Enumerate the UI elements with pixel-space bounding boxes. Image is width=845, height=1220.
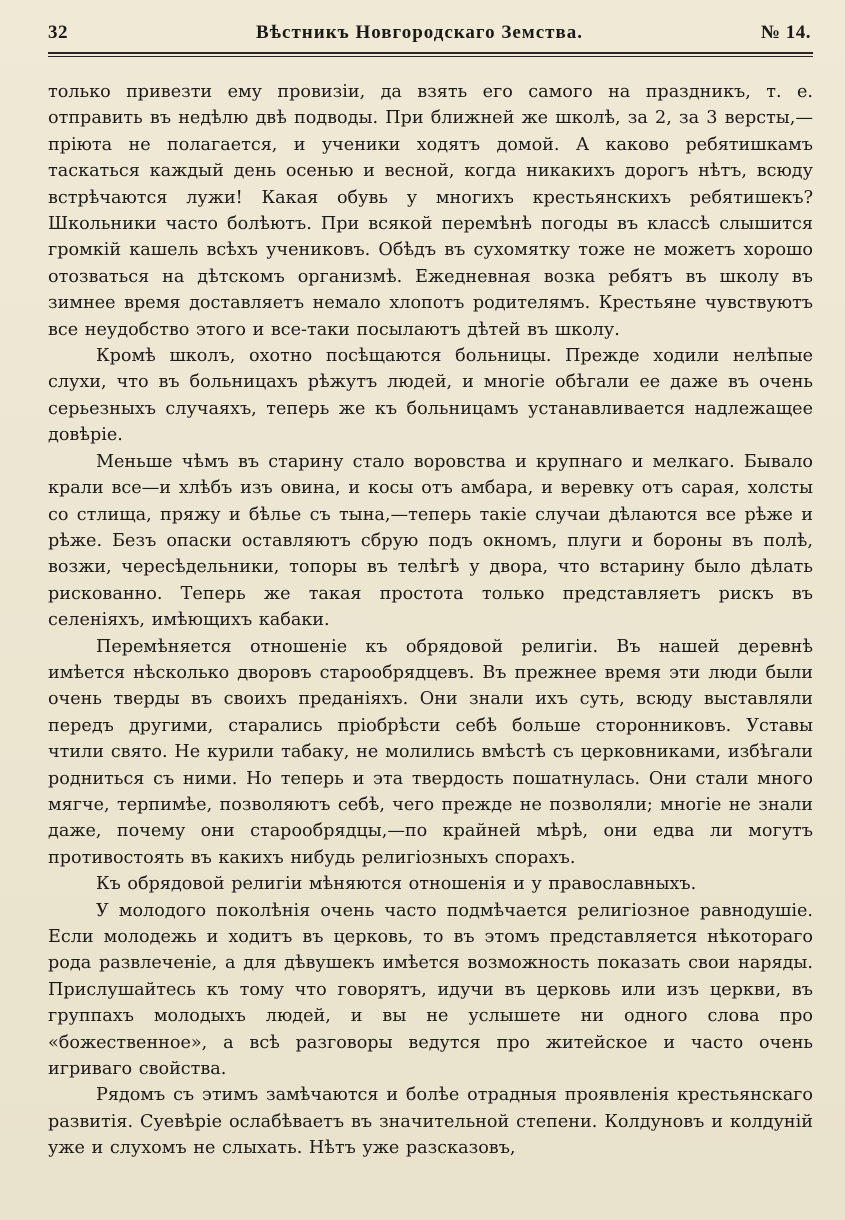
paragraph: Рядомъ съ этимъ замѣчаются и болѣе отрадныя проявленія крестьянскаго развитія. Суевѣріе ослабѣваетъ въ значительной степени. Колдуновъ и колдуній уже и слухомъ не слыхать. Нѣтъ уже разсказовъ, — [48, 1085, 813, 1159]
paragraph: Перемѣняется отношеніе къ обрядовой религіи. Въ нашей деревнѣ имѣется нѣсколько дворовъ старообрядцевъ. Въ прежнее время эти люди были очень тверды въ своихъ преданіяхъ. Они знали ихъ суть, всюду выставляли передъ другими, старались пріобрѣсти себѣ больше сторонниковъ. Уставы чтили свято. Не курили табаку, не молились вмѣстѣ съ церковниками, избѣгали родниться съ ними. Но теперь и эта твердость пошатнулась. Они стали много мягче, терпимѣе, позволяютъ себѣ, чего прежде не позволяли; многіе не знали даже, почему они старообрядцы,—по крайней мѣрѣ, они едва ли могутъ противостоять въ какихъ нибудь религіозныхъ спорахъ. — [48, 636, 813, 868]
paragraph: Меньше чѣмъ въ старину стало воровства и крупнаго и мелкаго. Бывало крали все—и хлѣбъ изъ овина, и косы отъ амбара, и веревку отъ сарая, холсты со стлища, пряжу и бѣлье съ тына,—теперь такіе случаи дѣлаются все рѣже и рѣже. Безъ опаски оставляютъ сбрую подъ окномъ, плуги и бороны въ полѣ, возжи, чересѣдельники, топоры въ телѣгѣ у двора, что встарину было дѣлать рискованно. Теперь же такая простота только представляетъ рискъ въ селеніяхъ, имѣющихъ кабаки. — [48, 451, 813, 631]
header-rule — [48, 52, 813, 57]
paragraph: Кромѣ школъ, охотно посѣщаются больницы. Прежде ходили нелѣпые слухи, что въ больницахъ рѣжутъ людей, и многіе обѣгали ее даже въ очень серьезныхъ случаяхъ, теперь же къ больницамъ устанавливается надлежащее довѣріе. — [48, 346, 813, 446]
paragraph: Къ обрядовой религіи мѣняются отношенія и у православныхъ. — [96, 874, 697, 895]
running-head — [48, 22, 811, 48]
paragraph: только привезти ему провизіи, да взять его самого на праздникъ, т. е. отправить въ недѣлю двѣ подводы. При ближней же школѣ, за 2, за 3 версты,—пріюта не полагается, и ученики ходятъ домой. А каково ребятишкамъ таскаться каждый день осенью и весной, когда никакихъ дорогъ нѣтъ, всюду встрѣчаются лужи! Какая обувь у многихъ крестьянскихъ ребятишекъ? Школьники часто болѣютъ. При всякой перемѣнѣ погоды въ классѣ слышится громкій кашель всѣхъ учениковъ. Обѣдъ въ сухомятку тоже не можетъ хорошо отозваться на дѣтскомъ организмѣ. Ежедневная возка ребятъ въ школу въ зимнее время доставляетъ немало хлопотъ родителямъ. Крестьяне чувствуютъ все неудобство этого и все-таки посылаютъ дѣтей въ школу. — [48, 82, 813, 340]
issue-number: № 14. — [760, 22, 811, 43]
body-text — [48, 79, 813, 1162]
journal-title: Вѣстникъ Новгородскаго Земства. — [255, 22, 584, 43]
page-number: 32 — [48, 22, 68, 43]
paragraph: У молодого поколѣнія очень часто подмѣчается религіозное равнодушіе. Если молодежь и ходитъ въ церковь, то въ этомъ представляется нѣкотораго рода развлеченіе, а для дѣвушекъ имѣется возможность показать свои наряды. Прислушайтесь къ тому что говорятъ, идучи въ церковь или изъ церкви, въ группахъ молодыхъ людей, и вы не услышете ни одного слова про «божественное», а всѣ разговоры ведутся про житейское и часто очень игриваго свойства. — [48, 900, 813, 1080]
